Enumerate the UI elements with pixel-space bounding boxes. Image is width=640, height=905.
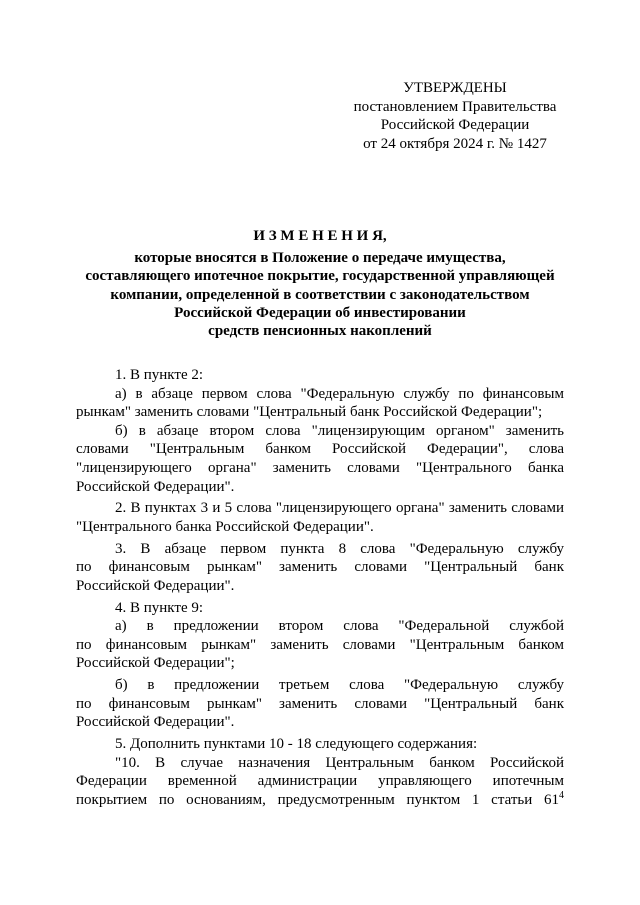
paragraph-line-text: покрытием по основаниям, предусмотренным пунктом 1 статьи 61 bbox=[76, 792, 559, 808]
paragraph-item-2 bbox=[76, 499, 564, 536]
paragraph-line: словами "Центральным банком Российской Федерации", слова bbox=[76, 441, 564, 458]
paragraph-line: б) в предложении третьем слова "Федеральную службу bbox=[115, 677, 564, 694]
subtitle-line: которые вносятся в Положение о передаче имущества, bbox=[134, 250, 506, 266]
paragraph-line: Российской Федерации". bbox=[76, 714, 235, 731]
document-title: И З М Е Н Е Н И Я, bbox=[253, 228, 387, 244]
subtitle-line: средств пенсионных накоплений bbox=[208, 323, 432, 340]
paragraph-item-1 bbox=[76, 366, 564, 385]
paragraph-line: "10. В случае назначения Центральным банком Российской bbox=[115, 754, 564, 771]
approval-line: постановлением Правительства bbox=[353, 98, 557, 115]
article-superscript: 4 bbox=[559, 790, 564, 801]
document-subtitle bbox=[76, 249, 564, 340]
paragraph-line: 1. В пункте 2: bbox=[115, 367, 204, 383]
paragraph-item-4 bbox=[76, 599, 564, 618]
paragraph-line: по финансовым рынкам" заменить словами "Центральный банк bbox=[76, 559, 564, 576]
paragraph-item-4a bbox=[76, 617, 564, 673]
paragraph-item-1b bbox=[76, 422, 564, 496]
paragraph-item-10 bbox=[76, 754, 564, 810]
document-body bbox=[76, 366, 564, 810]
paragraph-line: "Центрального банка Российской Федерации". bbox=[76, 518, 374, 535]
paragraph-line: 4. В пункте 9: bbox=[115, 599, 204, 616]
paragraph-line: рынкам" заменить словами "Центральный банк Российской Федерации"; bbox=[76, 404, 543, 421]
paragraph-line: Федерации временной администрации управляющего ипотечным bbox=[76, 773, 564, 790]
paragraph-line: по финансовым рынкам" заменить словами "Центральным банком bbox=[76, 636, 564, 653]
paragraph-line: 3. В абзаце первом пункта 8 слова "Федеральную службу bbox=[115, 540, 564, 557]
paragraph-line: Российской Федерации". bbox=[76, 577, 235, 594]
approval-status: УТВЕРЖДЕНЫ bbox=[403, 80, 507, 96]
approval-line: Российской Федерации bbox=[380, 117, 530, 133]
approval-line: от 24 октября 2024 г. № 1427 bbox=[363, 135, 547, 152]
paragraph-line: а) в абзаце первом слова "Федеральную службу по финансовым bbox=[115, 385, 564, 402]
paragraph-line: по финансовым рынкам" заменить словами "Центральный банк bbox=[76, 695, 564, 712]
paragraph-item-1a bbox=[76, 385, 564, 422]
paragraph-line: 2. В пунктах 3 и 5 слова "лицензирующего органа" заменить словами bbox=[115, 500, 564, 517]
paragraph-item-3 bbox=[76, 540, 564, 596]
paragraph-line: Российской Федерации"; bbox=[76, 655, 235, 672]
paragraph-line: б) в абзаце втором слова "лицензирующим органом" заменить bbox=[115, 422, 564, 439]
subtitle-line: компании, определенной в соответствии с законодательством bbox=[110, 286, 530, 303]
subtitle-line: составляющего ипотечное покрытие, государственной управляющей bbox=[85, 268, 555, 285]
approval-stamp bbox=[345, 79, 565, 153]
paragraph-line: "лицензирующего органа" заменить словами "Центрального банка bbox=[76, 459, 564, 476]
paragraph-item-4b bbox=[76, 676, 564, 732]
paragraph-item-5 bbox=[76, 735, 564, 754]
paragraph-line: 5. Дополнить пунктами 10 - 18 следующего содержания: bbox=[115, 736, 478, 753]
subtitle-line: Российской Федерации об инвестировании bbox=[174, 304, 466, 321]
paragraph-line bbox=[76, 791, 564, 810]
paragraph-line: а) в предложении втором слова "Федеральной службой bbox=[115, 618, 564, 635]
paragraph-line: Российской Федерации". bbox=[76, 478, 235, 495]
